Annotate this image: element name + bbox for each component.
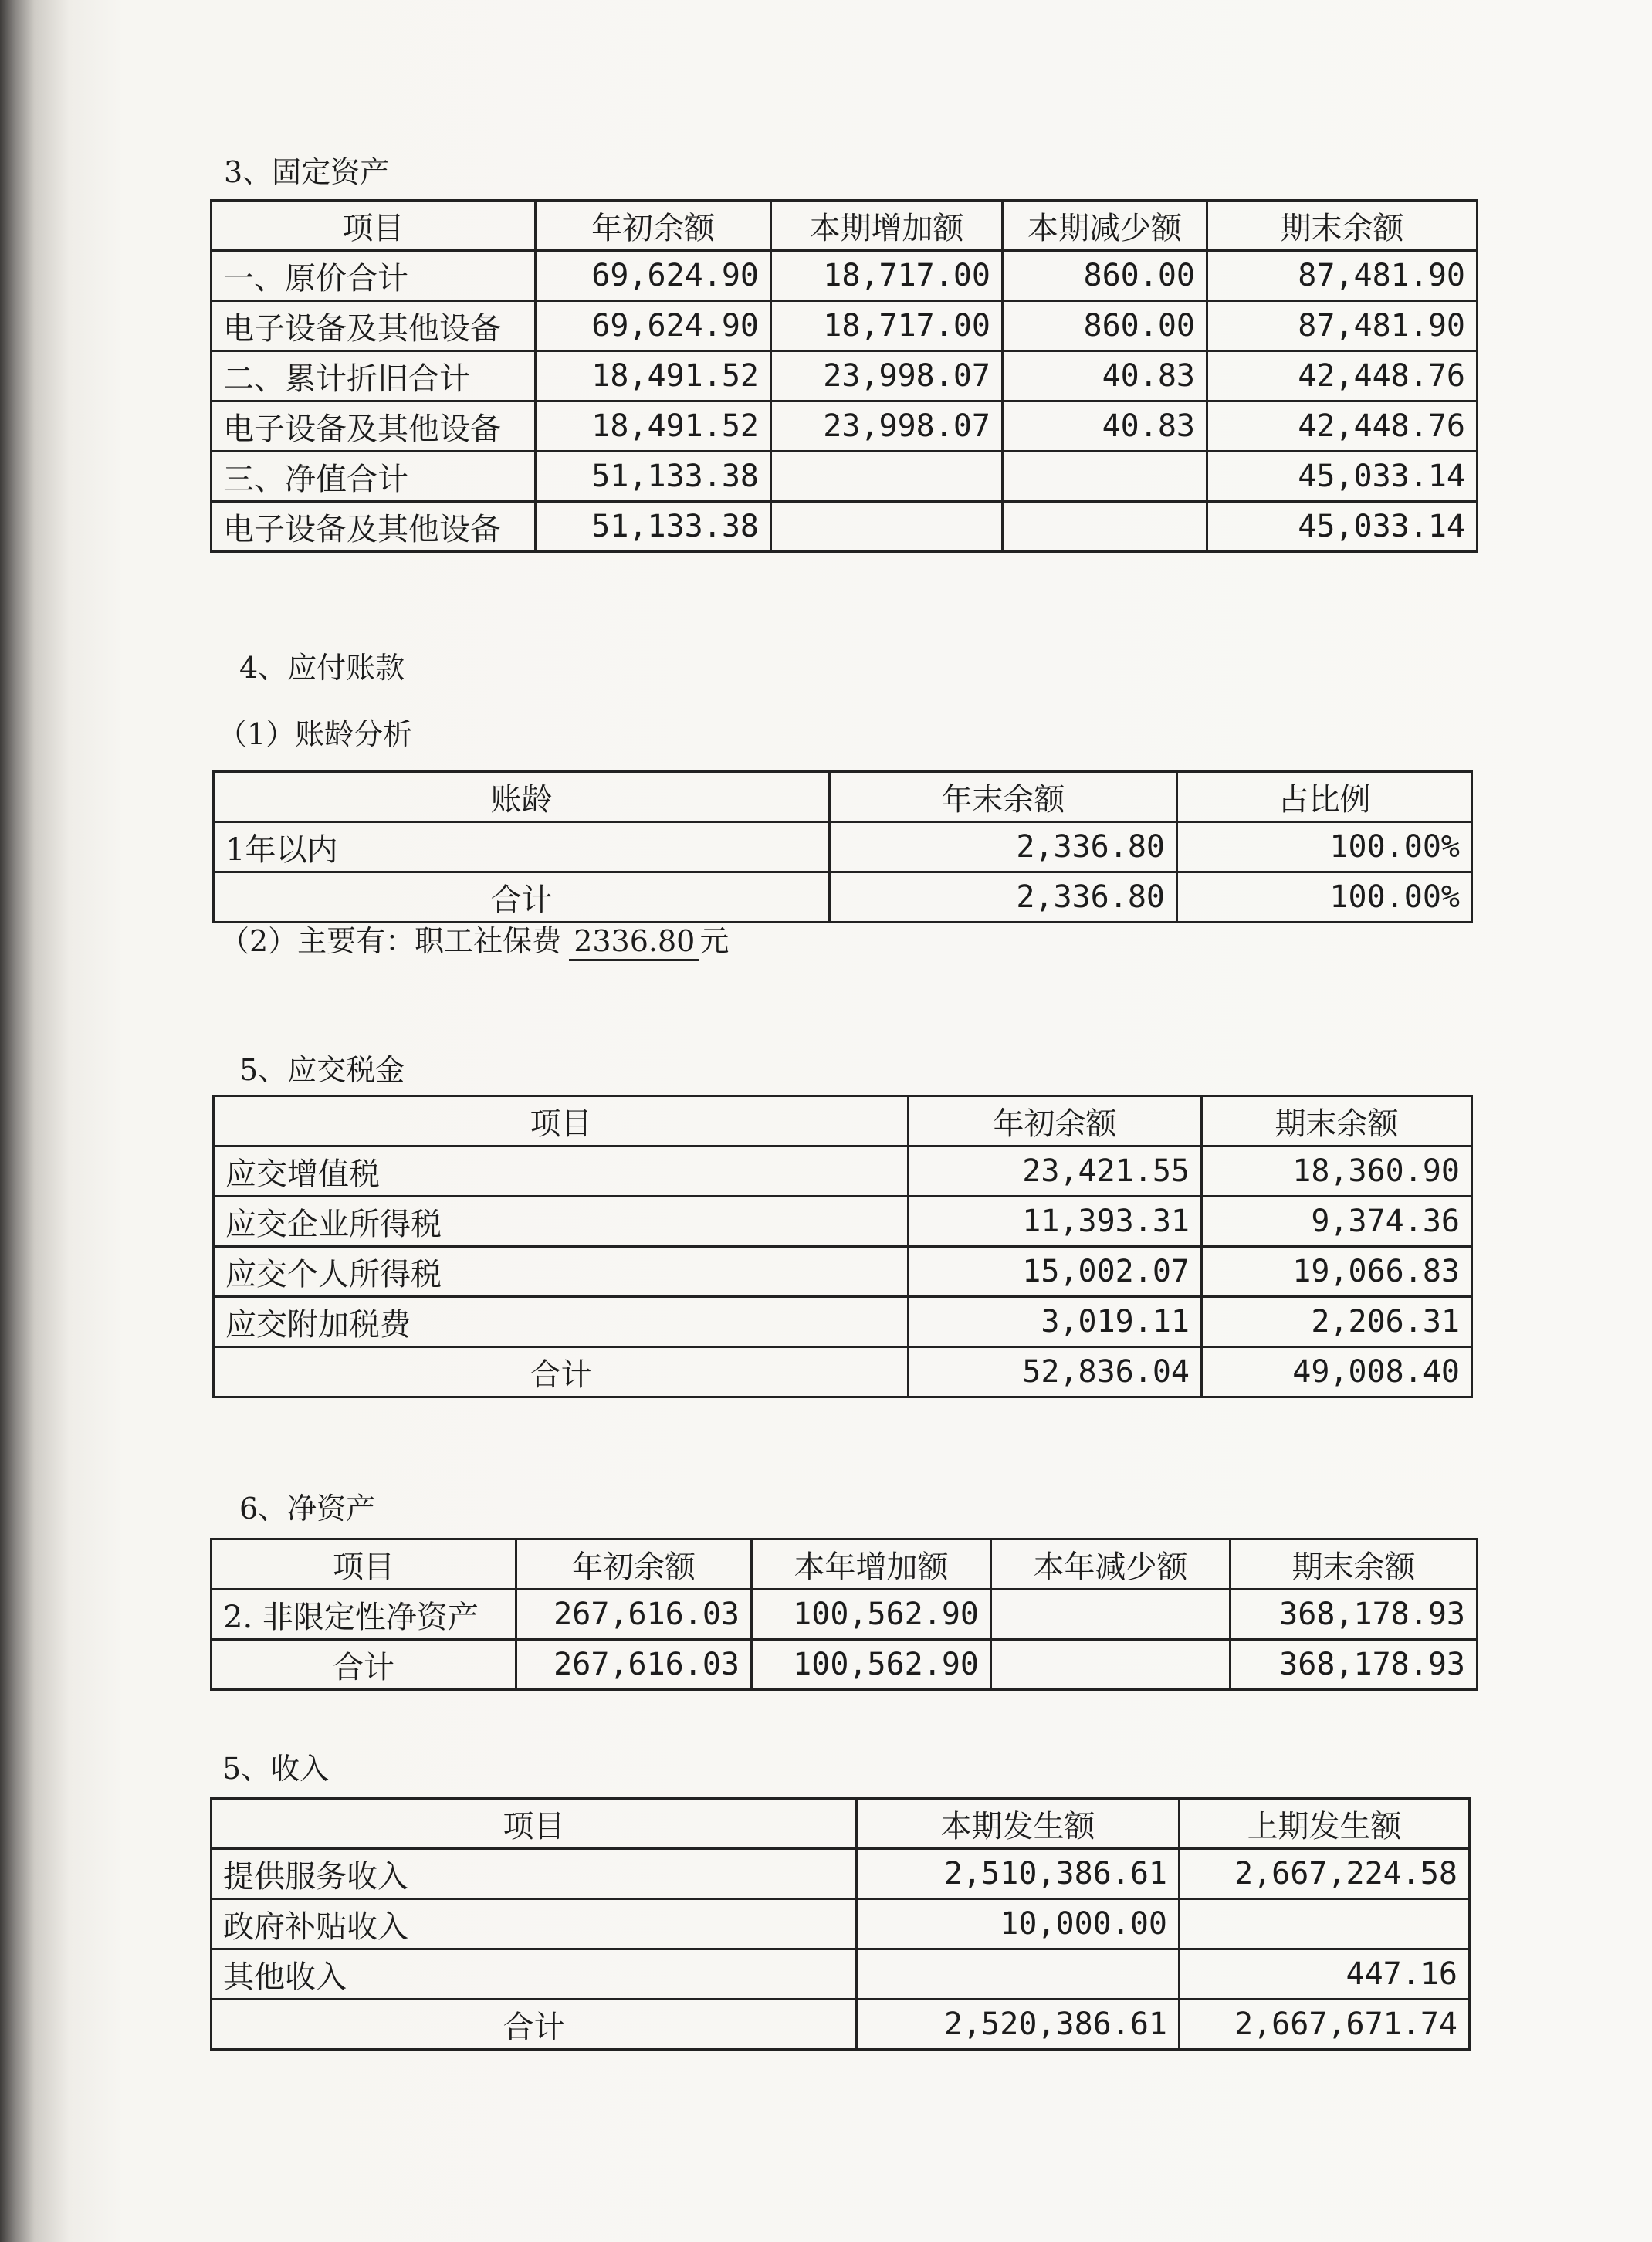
header-cell: 项目 bbox=[212, 1539, 516, 1590]
net-assets-table bbox=[210, 1538, 1478, 1691]
table-header-row bbox=[212, 201, 1478, 251]
header-cell: 年初余额 bbox=[516, 1539, 752, 1590]
value-cell: 18,717.00 bbox=[771, 301, 1003, 351]
taxes-table bbox=[212, 1095, 1473, 1398]
value-cell: 2,336.80 bbox=[830, 822, 1177, 872]
section-4-subtitle: （1）账龄分析 bbox=[218, 717, 413, 751]
table-row bbox=[214, 822, 1472, 872]
row-label: 合计 bbox=[212, 2000, 857, 2050]
value-cell: 3,019.11 bbox=[909, 1297, 1202, 1347]
value-cell: 267,616.03 bbox=[516, 1640, 752, 1690]
header-cell: 本年减少额 bbox=[991, 1539, 1231, 1590]
value-cell: 87,481.90 bbox=[1207, 301, 1478, 351]
header-cell: 项目 bbox=[214, 1096, 909, 1146]
value-cell: 2,336.80 bbox=[830, 872, 1177, 923]
value-cell bbox=[991, 1640, 1231, 1690]
row-label: 其他收入 bbox=[212, 1949, 857, 2000]
value-cell: 51,133.38 bbox=[536, 502, 771, 552]
value-cell: 45,033.14 bbox=[1207, 452, 1478, 502]
value-cell: 18,491.52 bbox=[536, 401, 771, 452]
header-cell: 项目 bbox=[212, 201, 536, 251]
header-cell: 期末余额 bbox=[1207, 201, 1478, 251]
row-label: 二、累计折旧合计 bbox=[212, 351, 536, 401]
header-cell: 本年增加额 bbox=[752, 1539, 991, 1590]
header-cell: 项目 bbox=[212, 1799, 857, 1849]
row-label: 应交企业所得税 bbox=[214, 1197, 909, 1247]
row-label: 电子设备及其他设备 bbox=[212, 401, 536, 452]
value-cell bbox=[1003, 502, 1207, 552]
value-cell: 23,421.55 bbox=[909, 1146, 1202, 1197]
row-label: 2. 非限定性净资产 bbox=[212, 1590, 516, 1640]
note-prefix: （2）主要有：职工社保费 bbox=[220, 924, 562, 958]
value-cell: 52,836.04 bbox=[909, 1347, 1202, 1397]
row-label: 应交增值税 bbox=[214, 1146, 909, 1197]
value-cell: 368,178.93 bbox=[1231, 1590, 1478, 1640]
value-cell bbox=[1180, 1899, 1470, 1949]
table-row bbox=[212, 1899, 1470, 1949]
value-cell: 18,491.52 bbox=[536, 351, 771, 401]
header-cell: 期末余额 bbox=[1231, 1539, 1478, 1590]
value-cell: 267,616.03 bbox=[516, 1590, 752, 1640]
value-cell: 51,133.38 bbox=[536, 452, 771, 502]
value-cell: 2,206.31 bbox=[1202, 1297, 1472, 1347]
table-header-row bbox=[212, 1539, 1478, 1590]
value-cell bbox=[771, 502, 1003, 552]
value-cell: 11,393.31 bbox=[909, 1197, 1202, 1247]
table-row bbox=[212, 1949, 1470, 2000]
income-table bbox=[210, 1797, 1471, 2051]
value-cell: 2,667,671.74 bbox=[1180, 2000, 1470, 2050]
value-cell bbox=[771, 452, 1003, 502]
row-label: 政府补贴收入 bbox=[212, 1899, 857, 1949]
value-cell: 45,033.14 bbox=[1207, 502, 1478, 552]
row-label: 三、净值合计 bbox=[212, 452, 536, 502]
value-cell: 860.00 bbox=[1003, 251, 1207, 301]
aging-table bbox=[212, 770, 1473, 923]
value-cell: 368,178.93 bbox=[1231, 1640, 1478, 1690]
value-cell: 19,066.83 bbox=[1202, 1247, 1472, 1297]
row-label: 提供服务收入 bbox=[212, 1849, 857, 1899]
value-cell: 860.00 bbox=[1003, 301, 1207, 351]
payable-note bbox=[220, 923, 729, 961]
table-header-row bbox=[214, 1096, 1472, 1146]
header-cell: 期末余额 bbox=[1202, 1096, 1472, 1146]
value-cell bbox=[991, 1590, 1231, 1640]
header-cell: 本期发生额 bbox=[857, 1799, 1180, 1849]
row-label: 电子设备及其他设备 bbox=[212, 301, 536, 351]
table-row bbox=[212, 401, 1478, 452]
row-label: 一、原价合计 bbox=[212, 251, 536, 301]
value-cell: 9,374.36 bbox=[1202, 1197, 1472, 1247]
table-row bbox=[212, 452, 1478, 502]
table-row bbox=[212, 251, 1478, 301]
value-cell: 2,667,224.58 bbox=[1180, 1849, 1470, 1899]
table-row bbox=[214, 1297, 1472, 1347]
section-income-title: 5、收入 bbox=[222, 1752, 330, 1786]
header-cell: 年末余额 bbox=[830, 772, 1177, 822]
row-label: 合计 bbox=[212, 1640, 516, 1690]
header-cell: 上期发生额 bbox=[1180, 1799, 1470, 1849]
value-cell: 23,998.07 bbox=[771, 401, 1003, 452]
value-cell: 69,624.90 bbox=[536, 301, 771, 351]
value-cell: 100.00% bbox=[1177, 822, 1472, 872]
value-cell: 40.83 bbox=[1003, 401, 1207, 452]
table-header-row bbox=[212, 1799, 1470, 1849]
table-row bbox=[212, 1590, 1478, 1640]
value-cell: 69,624.90 bbox=[536, 251, 771, 301]
value-cell: 2,510,386.61 bbox=[857, 1849, 1180, 1899]
table-row bbox=[214, 1247, 1472, 1297]
value-cell: 447.16 bbox=[1180, 1949, 1470, 2000]
value-cell: 42,448.76 bbox=[1207, 351, 1478, 401]
header-cell: 年初余额 bbox=[909, 1096, 1202, 1146]
table-row bbox=[212, 1640, 1478, 1690]
header-cell: 占比例 bbox=[1177, 772, 1472, 822]
table-row bbox=[214, 1197, 1472, 1247]
value-cell: 10,000.00 bbox=[857, 1899, 1180, 1949]
table-row bbox=[214, 1146, 1472, 1197]
table-row bbox=[212, 1849, 1470, 1899]
value-cell: 23,998.07 bbox=[771, 351, 1003, 401]
value-cell: 18,360.90 bbox=[1202, 1146, 1472, 1197]
value-cell: 49,008.40 bbox=[1202, 1347, 1472, 1397]
table-row bbox=[214, 1347, 1472, 1397]
row-label: 电子设备及其他设备 bbox=[212, 502, 536, 552]
value-cell: 87,481.90 bbox=[1207, 251, 1478, 301]
note-amount: 2336.80 bbox=[569, 923, 699, 961]
value-cell: 18,717.00 bbox=[771, 251, 1003, 301]
table-row bbox=[212, 351, 1478, 401]
value-cell: 40.83 bbox=[1003, 351, 1207, 401]
value-cell: 42,448.76 bbox=[1207, 401, 1478, 452]
value-cell: 100,562.90 bbox=[752, 1640, 991, 1690]
table-row bbox=[214, 872, 1472, 923]
header-cell: 年初余额 bbox=[536, 201, 771, 251]
header-cell: 本期减少额 bbox=[1003, 201, 1207, 251]
section-3-title: 3、固定资产 bbox=[224, 155, 390, 189]
section-4-title: 4、应付账款 bbox=[239, 651, 405, 685]
header-cell: 账龄 bbox=[214, 772, 830, 822]
section-5-title: 5、应交税金 bbox=[239, 1053, 405, 1087]
row-label: 应交附加税费 bbox=[214, 1297, 909, 1347]
table-header-row bbox=[214, 772, 1472, 822]
row-label: 应交个人所得税 bbox=[214, 1247, 909, 1297]
row-label: 合计 bbox=[214, 1347, 909, 1397]
note-unit: 元 bbox=[699, 924, 730, 958]
value-cell: 2,520,386.61 bbox=[857, 2000, 1180, 2050]
value-cell: 100.00% bbox=[1177, 872, 1472, 923]
table-row bbox=[212, 502, 1478, 552]
row-label: 合计 bbox=[214, 872, 830, 923]
value-cell bbox=[1003, 452, 1207, 502]
value-cell bbox=[857, 1949, 1180, 2000]
row-label: 1年以内 bbox=[214, 822, 830, 872]
fixed-assets-table bbox=[210, 199, 1478, 553]
section-6-title: 6、净资产 bbox=[239, 1492, 376, 1526]
table-row bbox=[212, 2000, 1470, 2050]
value-cell: 100,562.90 bbox=[752, 1590, 991, 1640]
value-cell: 15,002.07 bbox=[909, 1247, 1202, 1297]
header-cell: 本期增加额 bbox=[771, 201, 1003, 251]
table-row bbox=[212, 301, 1478, 351]
